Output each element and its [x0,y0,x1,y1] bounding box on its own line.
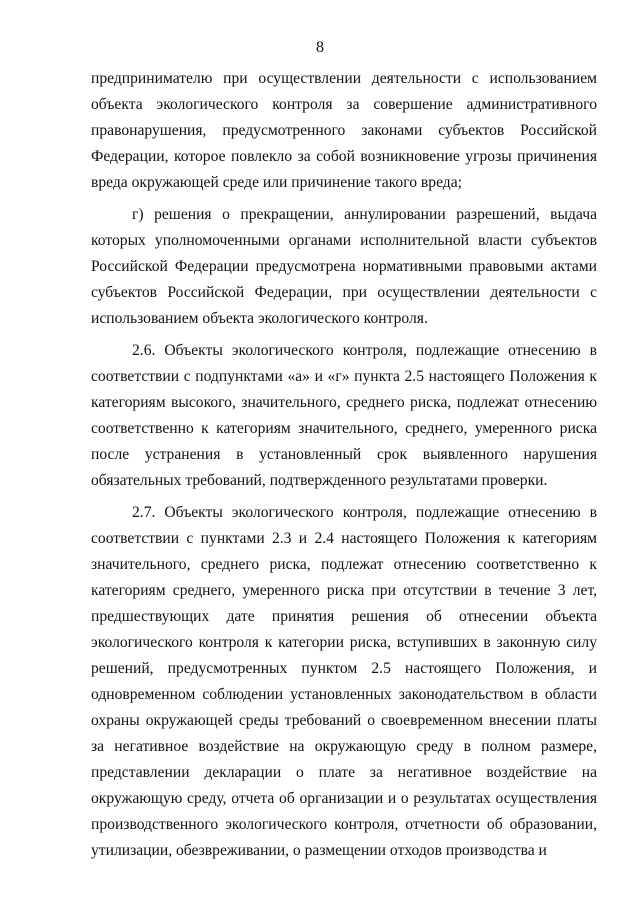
page-number: 8 [316,39,324,56]
paragraph-continuation: предпринимателю при осуществлении деятельности с использованием объекта экологического контроля за совершение административного правонарушения, предусмотренного законами субъектов Российской Федерации, которое повлекло за собой возникновение угрозы причинения вреда окружающей среде или причинение такого вреда; [91,70,597,191]
document-body [91,66,597,864]
paragraph-2-7: 2.7. Объекты экологического контроля, подлежащие отнесению в соответствии с пунктами 2.3 и 2.4 настоящего Положения к категориям значительного, среднего риска, подлежат отнесению соответственно к категориям среднего, умеренного риска при отсутствии в течение 3 лет, предшествующих дате принятия решения об отнесении объекта экологического контроля к категории риска, вступивших в законную силу решений, предусмотренных пунктом 2.5 настоящего Положения, и одновременном соблюдении установленных законодательством в области охраны окружающей среды требований о своевременном внесении платы за негативное воздействие на окружающую среду в полном размере, представлении декларации о плате за негативное воздействие на окружающую среду, отчета об организации и о результатах осуществления производственного экологического контроля, отчетности об образовании, утилизации, обезвреживании, о размещении отходов производства и [91,504,597,859]
paragraph-2-6: 2.6. Объекты экологического контроля, подлежащие отнесению в соответствии с подпунктами «а» и «г» пункта 2.5 настоящего Положения к категориям высокого, значительного, среднего риска, подлежат отнесению соответственно к категориям значительного, среднего, умеренного риска после устранения в установленный срок выявленного нарушения обязательных требований, подтвержденного результатами проверки. [91,342,597,489]
paragraph-subitem-g: г) решения о прекращении, аннулировании разрешений, выдача которых уполномоченными органами исполнительной власти субъектов Российской Федерации предусмотрена нормативными правовыми актами субъектов Российской Федерации, при осуществлении деятельности с использованием объекта экологического контроля. [91,206,597,327]
